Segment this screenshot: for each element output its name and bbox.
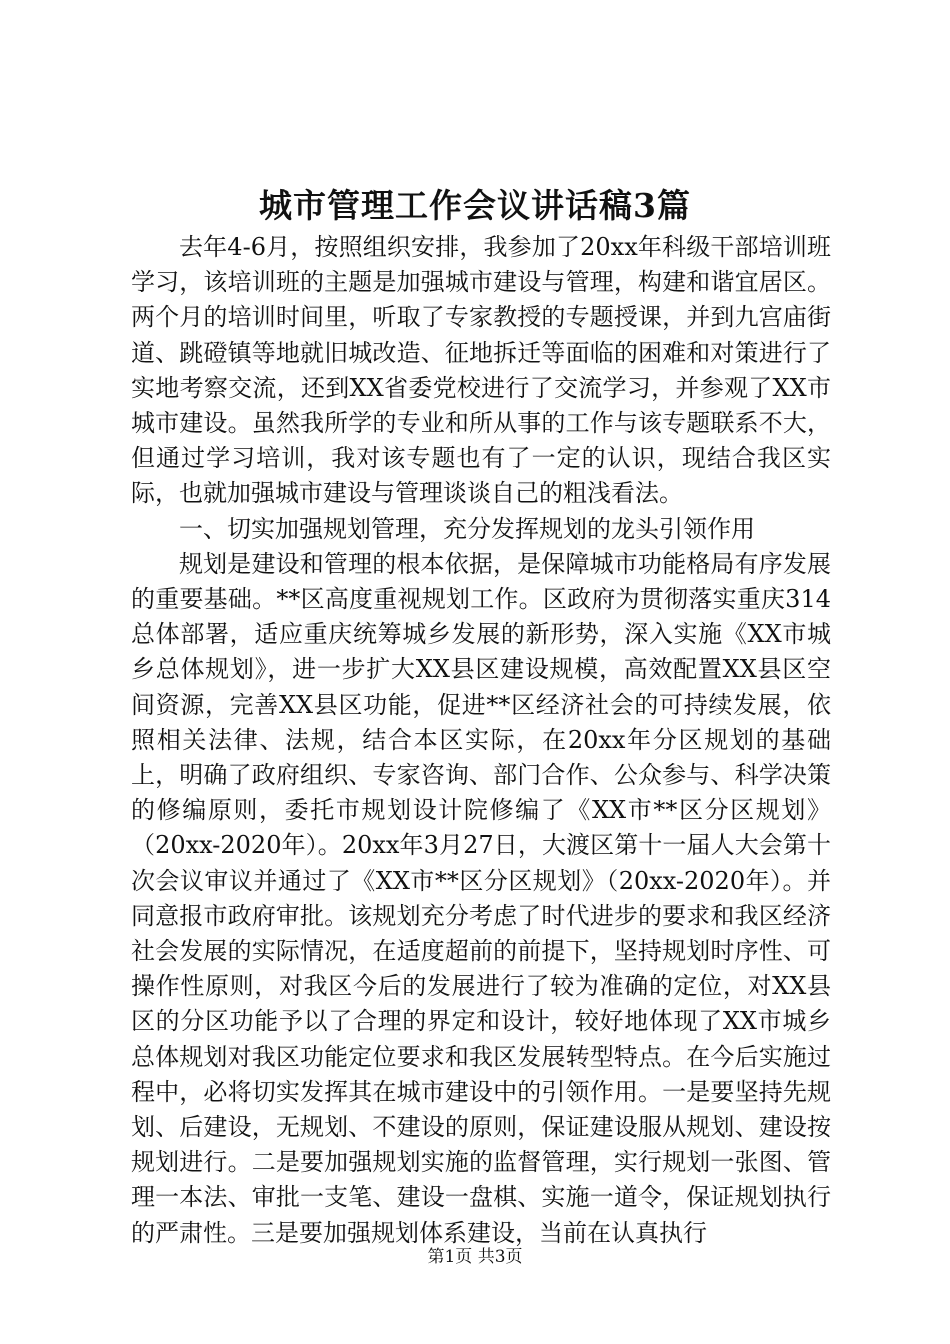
document-body — [131, 230, 831, 1251]
planning-paragraph: 规划是建设和管理的根本依据，是保障城市功能格局有序发展的重要基础。**区高度重视规划工作。区政府为贯彻落实重庆314总体部署，适应重庆统筹城乡发展的新形势，深入实施《XX市城乡总体规划》，进一步扩大XX县区建设规模，高效配置XX县区空间资源，完善XX县区功能，促进**区经济社会的可持续发展，依照相关法律、法规，结合本区实际，在20xx年分区规划的基础上，明确了政府组织、专家咨询、部门合作、公众参与、科学决策的修编原则，委托市规划设计院修编了《XX市**区分区规划》（20xx-2020年）。20xx年3月27日，大渡区第十一届人大会第十次会议审议并通过了《XX市**区分区规划》（20xx-2020年）。并同意报市政府审批。该规划充分考虑了时代进步的要求和我区经济社会发展的实际情况，在适度超前的前提下，坚持规划时序性、可操作性原则，对我区今后的发展进行了较为准确的定位，对XX县区的分区功能予以了合理的界定和设计，较好地体现了XX市城乡总体规划对我区功能定位要求和我区发展转型特点。在今后实施过程中，必将切实发挥其在城市建设中的引领作用。一是要坚持先规划、后建设，无规划、不建设的原则，保证建设服从规划、建设按规划进行。二是要加强规划实施的监督管理，实行规划一张图、管理一本法、审批一支笔、建设一盘棋、实施一道令，保证规划执行的严肃性。三是要加强规划体系建设，当前在认真执行 — [131, 549, 831, 1247]
section-heading-planning: 一、切实加强规划管理，充分发挥规划的龙头引领作用 — [179, 514, 755, 543]
document-title: 城市管理工作会议讲话稿3篇 — [259, 186, 691, 225]
page-number-footer: 第1页 共3页 — [427, 1247, 523, 1267]
intro-paragraph: 去年4-6月，按照组织安排，我参加了20xx年科级干部培训班学习，该培训班的主题是加强城市建设与管理，构建和谐宜居区。两个月的培训时间里，听取了专家教授的专题授课，并到九宫庙街道、跳磴镇等地就旧城改造、征地拆迁等面临的困难和对策进行了实地考察交流，还到XX省委党校进行了交流学习，并参观了XX市城市建设。虽然我所学的专业和所从事的工作与该专题联系不大，但通过学习培训，我对该专题也有了一定的认识，现结合我区实际，也就加强城市建设与管理谈谈自己的粗浅看法。 — [131, 233, 831, 508]
